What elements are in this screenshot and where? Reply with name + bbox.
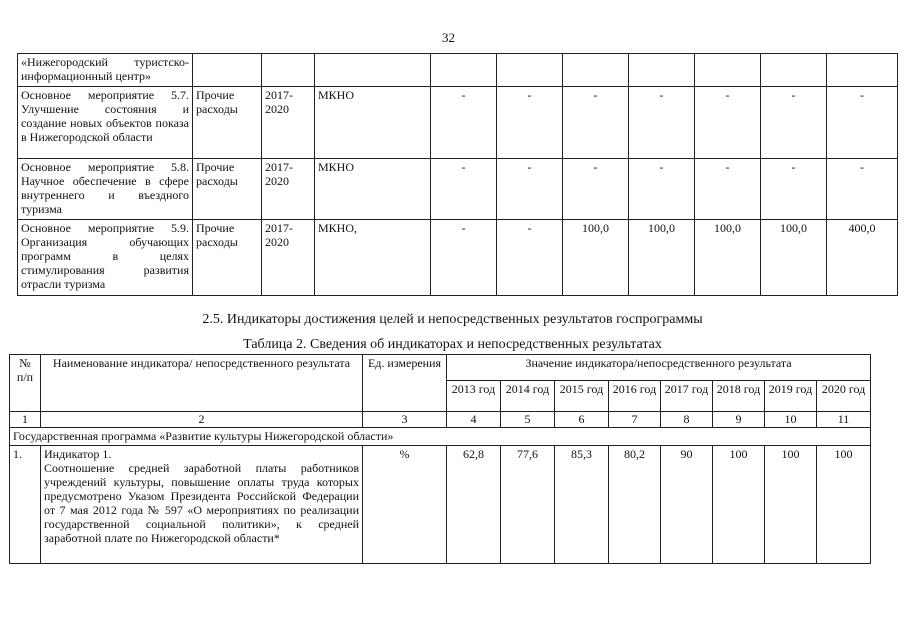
column-number: 10 <box>765 412 817 428</box>
value-cell: - <box>497 159 563 220</box>
value-cell: - <box>563 87 629 159</box>
column-number: 5 <box>501 412 555 428</box>
value-cell <box>563 54 629 87</box>
value-cell: 400,0 <box>827 220 898 296</box>
indicator-value: 77,6 <box>501 446 555 564</box>
value-cell: - <box>497 87 563 159</box>
column-number: 7 <box>609 412 661 428</box>
header-name: Наименование индикатора/ непосредственного результата <box>41 355 363 412</box>
header-row <box>10 355 871 381</box>
indicator-text: Соотношение средней заработной платы работников учреждений культуры, повышение оплаты труда которых предусмотрено Указом Президента Российской Федерации от 7 мая 2012 года № 597 «О мероприятиях по реализации государственной социальной политики», к средней заработной плате по Нижегородской области* <box>44 461 359 545</box>
header-year: 2019 год <box>765 381 817 412</box>
indicator-value: 100 <box>713 446 765 564</box>
header-unit: Ед. измерения <box>363 355 447 412</box>
executor: МКНО <box>315 87 431 159</box>
value-cell: 100,0 <box>761 220 827 296</box>
value-cell: - <box>431 87 497 159</box>
measure-name: Основное мероприятие 5.9. Организация обучающих программ в целях стимулирования развития отрасли туризма <box>18 220 193 296</box>
column-number: 2 <box>41 412 363 428</box>
expense-type: Прочие расходы <box>193 159 262 220</box>
period: 2017-2020 <box>262 159 315 220</box>
value-cell: 100,0 <box>563 220 629 296</box>
executor: МКНО, <box>315 220 431 296</box>
header-year: 2016 год <box>609 381 661 412</box>
indicator-value: 85,3 <box>555 446 609 564</box>
column-numbers-row <box>10 412 871 428</box>
value-cell <box>629 54 695 87</box>
period: 2017-2020 <box>262 87 315 159</box>
value-cell <box>827 54 898 87</box>
indicator-value: 80,2 <box>609 446 661 564</box>
value-cell: - <box>695 159 761 220</box>
indicator-value: 100 <box>817 446 871 564</box>
table-title: Таблица 2. Сведения об индикаторах и непосредственных результатах <box>243 337 662 352</box>
table-row <box>18 54 898 87</box>
value-cell: - <box>761 87 827 159</box>
value-cell <box>695 54 761 87</box>
value-cell: - <box>629 159 695 220</box>
header-year: 2018 год <box>713 381 765 412</box>
expenses-table <box>17 53 898 296</box>
value-cell: - <box>563 159 629 220</box>
header-value: Значение индикатора/непосредственного результата <box>447 355 871 381</box>
indicator-value: 62,8 <box>447 446 501 564</box>
table-row <box>18 159 898 220</box>
indicator-value: 90 <box>661 446 713 564</box>
indicators-table <box>9 354 871 564</box>
value-cell: 100,0 <box>695 220 761 296</box>
table-row <box>18 87 898 159</box>
column-number: 9 <box>713 412 765 428</box>
value-cell <box>761 54 827 87</box>
value-cell: - <box>629 87 695 159</box>
header-no: № п/п <box>10 355 41 412</box>
value-cell: - <box>761 159 827 220</box>
value-cell: - <box>827 159 898 220</box>
section-title: 2.5. Индикаторы достижения целей и непосредственных результатов госпрограммы <box>202 312 703 327</box>
measure-name: Основное мероприятие 5.8. Научное обеспечение в сфере внутреннего и въездного туризма <box>18 159 193 220</box>
value-cell: - <box>497 220 563 296</box>
column-number: 8 <box>661 412 713 428</box>
measure-name: Основное мероприятие 5.7. Улучшение состояния и создание новых объектов показа в Нижегородской области <box>18 87 193 159</box>
period: 2017-2020 <box>262 220 315 296</box>
header-year: 2013 год <box>447 381 501 412</box>
page-number: 32 <box>442 30 455 45</box>
column-number: 11 <box>817 412 871 428</box>
executor: МКНО <box>315 159 431 220</box>
header-year: 2020 год <box>817 381 871 412</box>
header-year: 2017 год <box>661 381 713 412</box>
column-number: 1 <box>10 412 41 428</box>
period <box>262 54 315 87</box>
value-cell: - <box>695 87 761 159</box>
header-year: 2014 год <box>501 381 555 412</box>
indicator-no: 1. <box>10 446 41 564</box>
table-row <box>18 220 898 296</box>
expense-type <box>193 54 262 87</box>
value-cell: - <box>431 220 497 296</box>
value-cell <box>497 54 563 87</box>
executor <box>315 54 431 87</box>
indicator-row <box>10 446 871 564</box>
column-number: 3 <box>363 412 447 428</box>
indicator-unit: % <box>363 446 447 564</box>
value-cell: 100,0 <box>629 220 695 296</box>
indicator-title: Индикатор 1. <box>44 447 112 461</box>
program-row <box>10 428 871 446</box>
indicator-value: 100 <box>765 446 817 564</box>
column-number: 4 <box>447 412 501 428</box>
indicator-name <box>41 446 363 564</box>
value-cell: - <box>827 87 898 159</box>
value-cell <box>431 54 497 87</box>
column-number: 6 <box>555 412 609 428</box>
expense-type: Прочие расходы <box>193 220 262 296</box>
measure-name: «Нижегородский туристско-информационный центр» <box>18 54 193 87</box>
header-year: 2015 год <box>555 381 609 412</box>
program-name: Государственная программа «Развитие культуры Нижегородской области» <box>10 428 871 446</box>
value-cell: - <box>431 159 497 220</box>
expense-type: Прочие расходы <box>193 87 262 159</box>
